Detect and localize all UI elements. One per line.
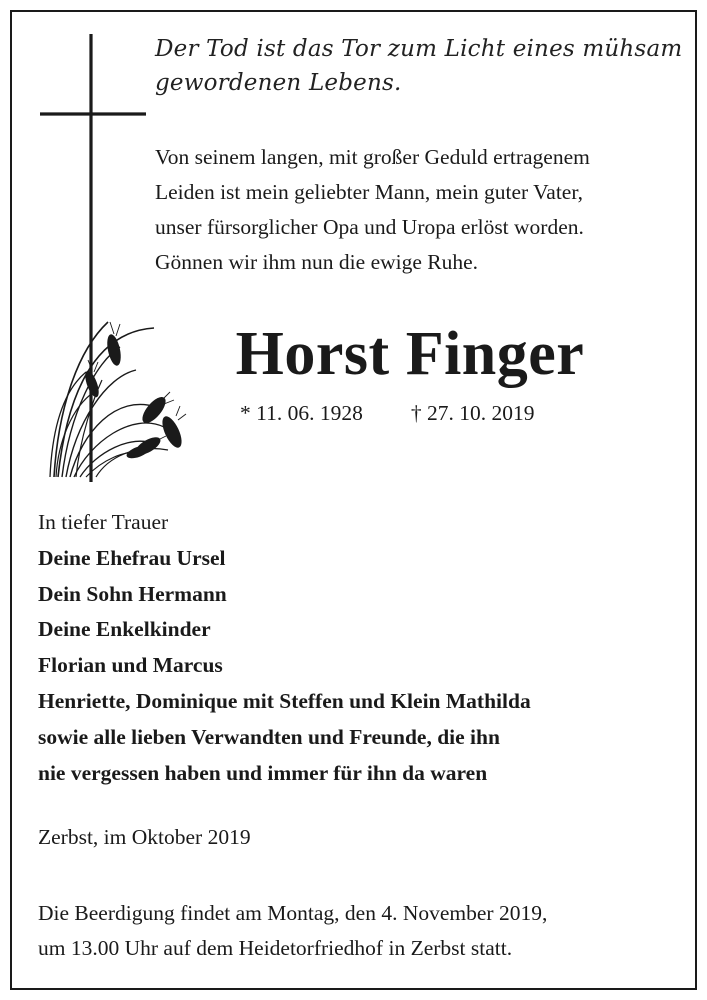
place-date: Zerbst, im Oktober 2019 [38, 825, 251, 849]
intro-line: Von seinem langen, mit großer Geduld ertragenem [155, 145, 590, 169]
intro-text [155, 140, 695, 280]
mourner-line: Deine Ehefrau Ursel [38, 545, 226, 570]
deceased-name: Horst Finger [235, 320, 585, 388]
mourning-lead: In tiefer Trauer [38, 510, 169, 534]
mourner-line: Florian und Marcus [38, 653, 223, 678]
mourner-line: nie vergessen haben und immer für ihn da waren [38, 760, 488, 785]
death-date: † 27. 10. 2019 [410, 401, 535, 425]
funeral-line: Die Beerdigung findet am Montag, den 4. November 2019, [38, 901, 548, 925]
intro-line: unser fürsorglicher Opa und Uropa erlöst worden. [155, 215, 584, 239]
mourner-line: sowie alle lieben Verwandten und Freunde, die ihn [38, 724, 500, 749]
mourners-list [38, 505, 678, 791]
funeral-info [38, 896, 688, 966]
cross-with-grass-icon [36, 32, 196, 487]
motto-line: Der Tod ist das Tor zum Licht eines mühsam [155, 36, 683, 62]
life-dates [240, 398, 534, 428]
mourner-line: Dein Sohn Hermann [38, 581, 227, 606]
mourner-line: Deine Enkelkinder [38, 617, 211, 642]
birth-date: * 11. 06. 1928 [240, 401, 363, 425]
motto-line: gewordenen Lebens. [155, 70, 402, 96]
mourner-line: Henriette, Dominique mit Steffen und Klein Mathilda [38, 688, 531, 713]
intro-line: Gönnen wir ihm nun die ewige Ruhe. [155, 250, 479, 274]
motto-quote [155, 32, 685, 100]
intro-line: Leiden ist mein geliebter Mann, mein guter Vater, [155, 180, 584, 204]
funeral-line: um 13.00 Uhr auf dem Heidetorfriedhof in Zerbst statt. [38, 936, 513, 960]
